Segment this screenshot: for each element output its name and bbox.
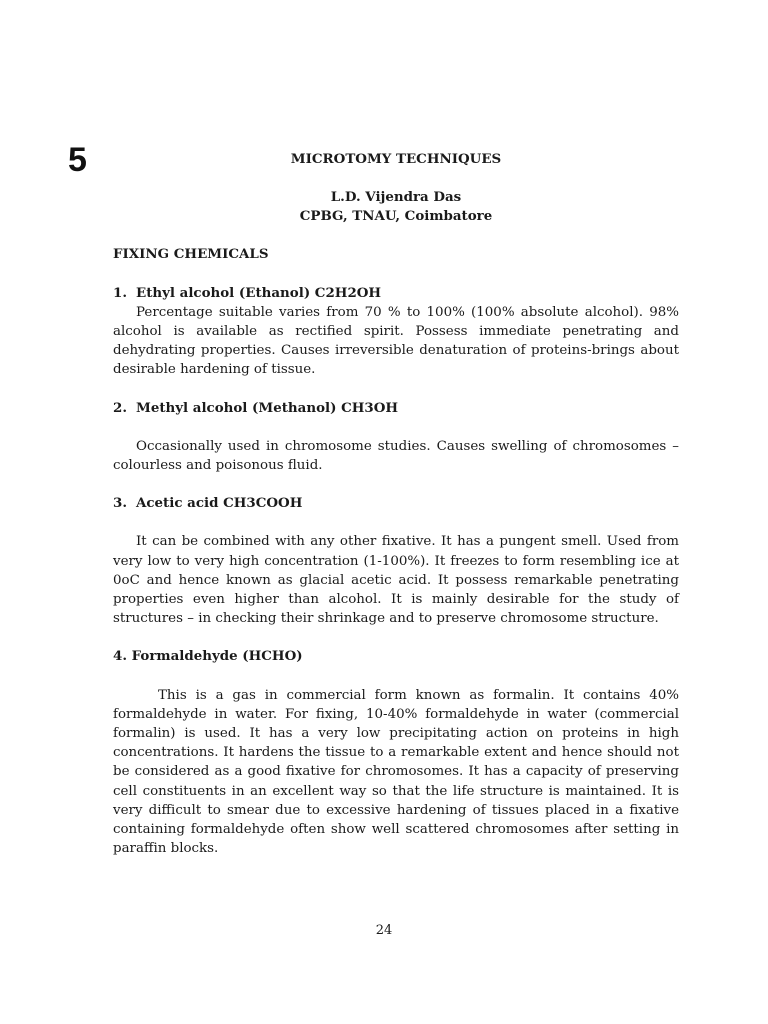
item-number: 4. bbox=[113, 648, 127, 665]
item-paragraph-methanol: Occasionally used in chromosome studies. Causes swelling of chromosomes – colourless and poisonous fluid. bbox=[113, 438, 679, 474]
item-number: 2. bbox=[113, 399, 127, 416]
item-title: Acetic acid CH3COOH bbox=[136, 495, 303, 512]
item-paragraph-acetic-acid: It can be combined with any other fixative. It has a pungent smell. Used from very low to very high concentration (1-100%). It freezes to form resembling ice at 0oC and hence known as glacial acetic acid. It possess remarkable penetrating properties even higher than alcohol. It is mainly desirable for the study of structures – in checking their shrinkage and to preserve chromosome structure. bbox=[113, 534, 679, 627]
item-number: 3. bbox=[113, 495, 127, 512]
chapter-title: MICROTOMY TECHNIQUES bbox=[290, 151, 502, 167]
item-title: Ethyl alcohol (Ethanol) C2H2OH bbox=[136, 284, 382, 301]
document-body bbox=[113, 150, 679, 858]
item-heading-acetic-acid bbox=[113, 494, 679, 513]
page-number: 24 bbox=[375, 923, 393, 938]
item-heading-methanol bbox=[113, 399, 679, 418]
item-paragraph-ethanol: Percentage suitable varies from 70 % to 100% (100% absolute alcohol). 98% alcohol is available as rectified spirit. Possess immediate penetrating and dehydrating properties. Causes irreversible denaturation of proteins-brings about desirable hardening of tissue. bbox=[113, 304, 679, 378]
item-title: Formaldehyde (HCHO) bbox=[131, 648, 303, 665]
item-number: 1. bbox=[113, 284, 127, 301]
item-heading-ethanol bbox=[113, 284, 679, 303]
author-name: L.D. Vijendra Das bbox=[330, 189, 462, 205]
item-heading-formaldehyde bbox=[113, 647, 679, 666]
item-title: Methyl alcohol (Methanol) CH3OH bbox=[136, 399, 399, 416]
section-heading: FIXING CHEMICALS bbox=[113, 246, 269, 263]
item-paragraph-formaldehyde: This is a gas in commercial form known as formalin. It contains 40% formaldehyde in water. For fixing, 10-40% formaldehyde in water (commercial formalin) is used. It has a very low precipitating action on proteins in high concentrations. It hardens the tissue to a remarkable extent and hence should not be considered as a good fixative for chromosomes. It has a capacity of preserving cell constituents in an excellent way so that the life structure is maintained. It is very difficult to smear due to excessive hardening of tissues placed in a fixative containing formaldehyde often show well scattered chromosomes after setting in paraffin blocks. bbox=[113, 687, 679, 857]
author-affiliation: CPBG, TNAU, Coimbatore bbox=[299, 208, 493, 225]
chapter-number: 5 bbox=[68, 141, 87, 179]
